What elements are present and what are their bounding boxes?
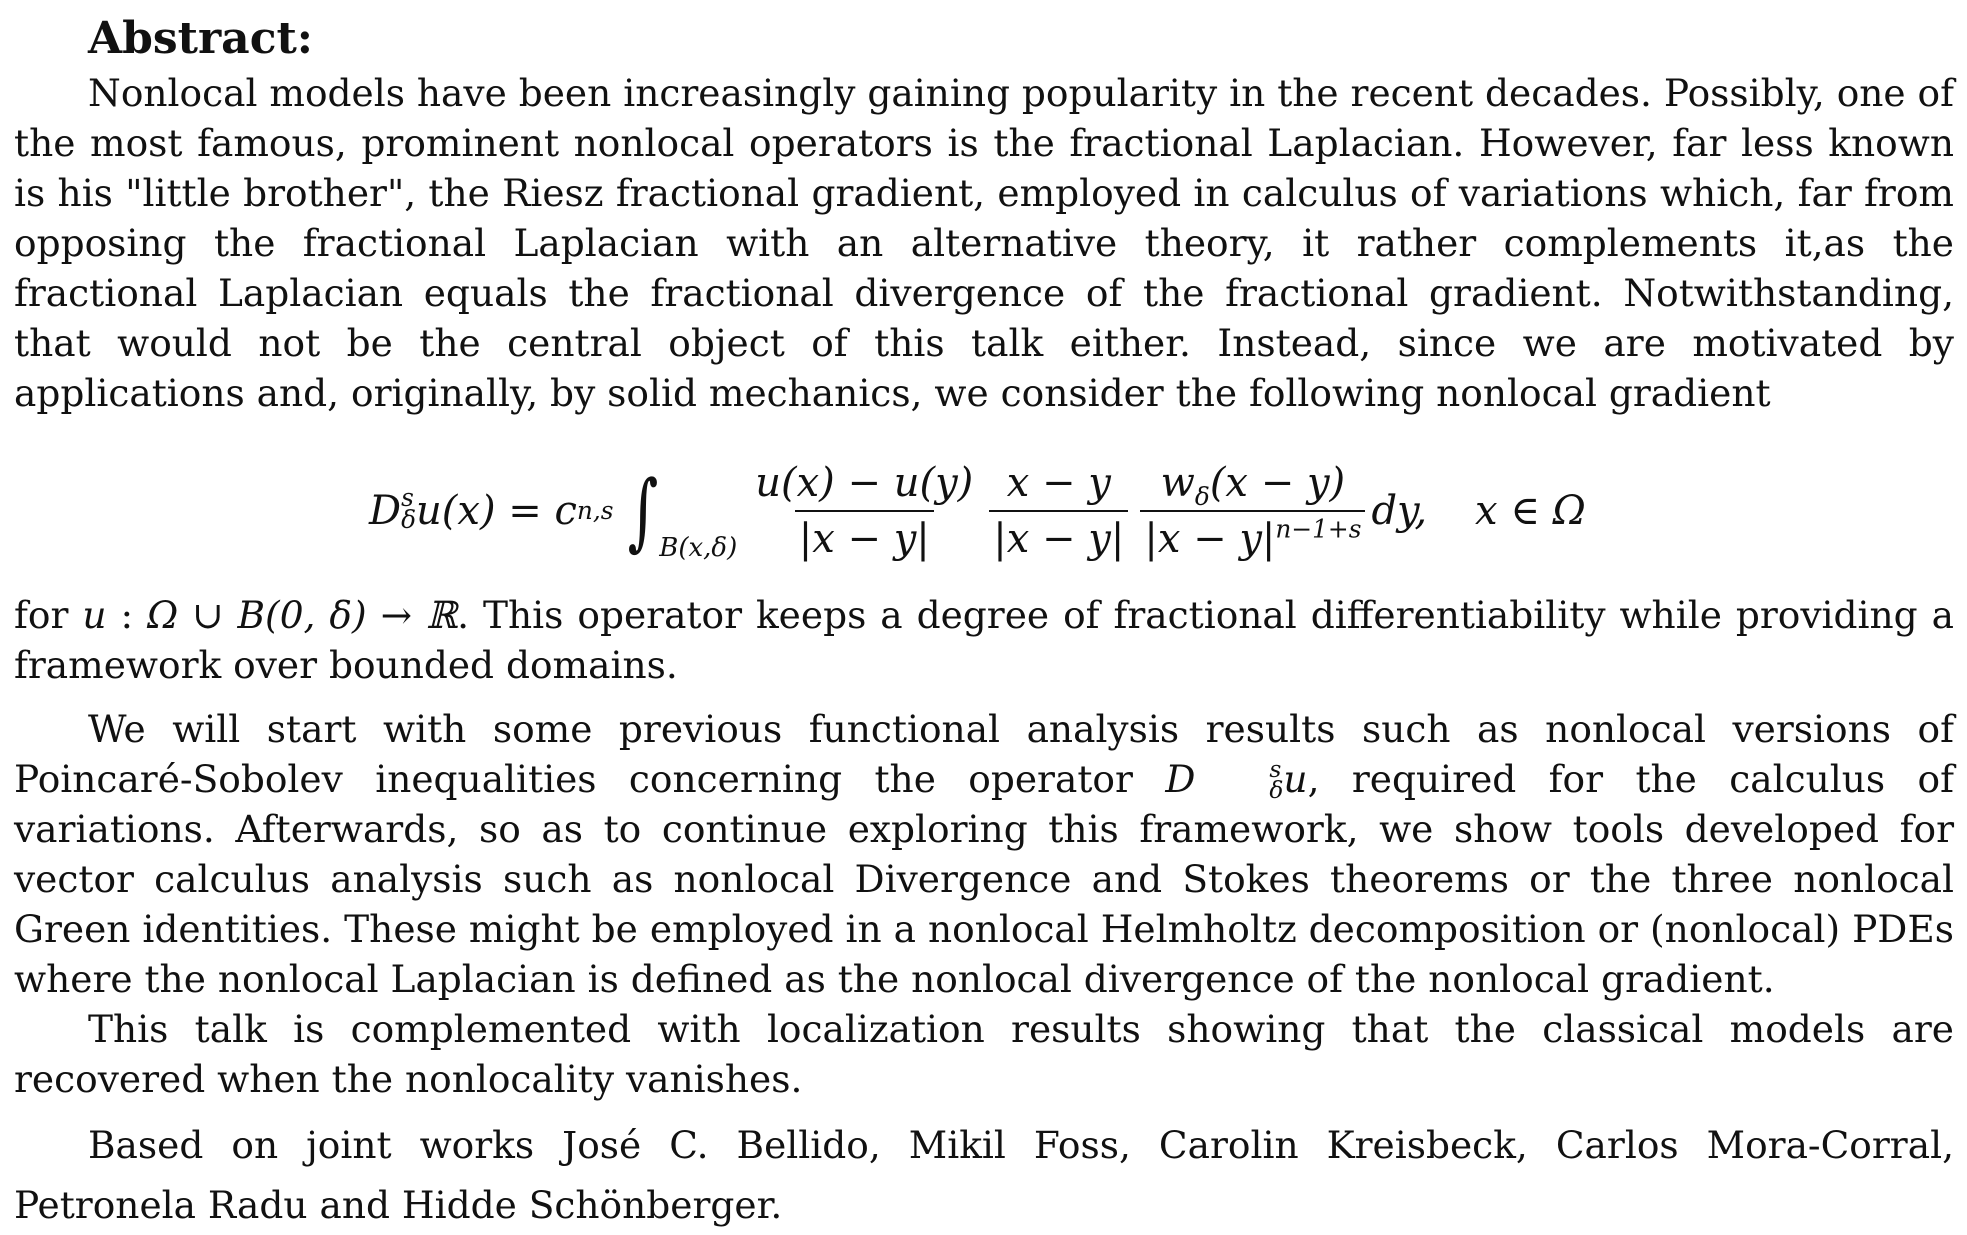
abstract-page bbox=[14, 0, 1954, 1233]
p3-operator-sup: s bbox=[1269, 756, 1282, 784]
abstract-paragraph-localization: This talk is complemented with localization results showing that the classical models are recovered when the nonlocality vanishes. bbox=[14, 1007, 1954, 1101]
p3-operator-D: D bbox=[1165, 757, 1196, 801]
integral-symbol: ∫ bbox=[628, 461, 659, 560]
eq-integral bbox=[621, 461, 738, 563]
p3-operator-sub: δ bbox=[1269, 777, 1284, 805]
eq-operator-sup: s bbox=[401, 482, 414, 512]
abstract-paragraph-operator bbox=[14, 590, 1954, 690]
eq-kernel-arg: (x − y) bbox=[1209, 459, 1346, 506]
eq-frac3-numerator bbox=[1157, 460, 1350, 510]
eq-fraction-kernel bbox=[1140, 460, 1365, 562]
eq-frac3-denominator bbox=[1140, 510, 1365, 562]
eq-domain-condition: x ∈ Ω bbox=[1475, 487, 1586, 534]
eq-operator-sub: δ bbox=[401, 505, 417, 535]
p2-mapping: Ω ∪ B(0, δ) → ℝ bbox=[147, 593, 458, 637]
abstract-heading: Abstract: bbox=[88, 13, 314, 64]
abstract-paragraph-results bbox=[14, 704, 1954, 1004]
p2-variable: u bbox=[82, 593, 107, 637]
eq-kernel-w: w bbox=[1160, 459, 1195, 506]
eq-equals: = bbox=[508, 487, 542, 534]
eq-fraction-direction bbox=[989, 460, 1128, 562]
eq-differential: dy, bbox=[1371, 487, 1428, 534]
eq-frac2-denominator: |x − y| bbox=[989, 510, 1128, 562]
eq-kernel-w-sub: δ bbox=[1194, 481, 1210, 511]
eq-frac1-denominator: |x − y| bbox=[795, 510, 934, 562]
eq-frac1-numerator: u(x) − u(y) bbox=[755, 459, 974, 506]
p3-operator-u: u bbox=[1283, 757, 1308, 801]
eq-constant: c bbox=[554, 487, 577, 534]
eq-frac2-numerator: x − y bbox=[1006, 459, 1111, 506]
abstract-paragraph-intro: Nonlocal models have been increasingly gaining popularity in the recent decades. Possibly, one of the most famous, prominent nonlocal operators is the fractional Laplacian. However, far less known is his "little brother", the Riesz fractional gradient, employed in calculus of variations which, far from opposing the fractional Laplacian with an alternative theory, it rather complements it,as the fractional Laplacian equals the fractional divergence of the fractional gradient. Notwithstanding, that would not be the central object of this talk either. Instead, since we are motivated by applications and, originally, by solid mechanics, we consider the following nonlocal gradient bbox=[14, 71, 1954, 415]
p3-after: , required for the calculus of variations. Afterwards, so as to continue exploring this framework, we show tools developed for vector calculus analysis such as nonlocal Divergence and Stokes theorems or the three nonlocal Green identities. These might be employed in a nonlocal Helmholtz decomposition or (nonlocal) PDEs where the nonlocal Laplacian is defined as the nonlocal divergence of the nonlocal gradient. bbox=[14, 757, 1954, 1001]
nonlocal-gradient-equation: D s δ u(x) = c n,s ∫ B(x,δ) $\frac{u(x) - u(y)}{|x - y|}$ $\frac{x - y}{|x - y|}$ $\frac{w_\delta(x - y)}{|x - y|^{n-1+s}}$ dy, x ∈ Ω bbox=[369, 459, 1586, 563]
p3-operator-scripts bbox=[1195, 756, 1284, 805]
eq-fraction-difference bbox=[751, 460, 977, 562]
p2-for: for bbox=[14, 593, 69, 637]
abstract-paragraph-coauthors: Based on joint works José C. Bellido, Mikil Foss, Carolin Kreisbeck, Carlos Mora-Corral, Petronela Radu and Hidde Schönberger. bbox=[14, 1123, 1954, 1227]
eq-kernel-den-base: |x − y| bbox=[1144, 515, 1276, 562]
eq-kernel-den-exponent: n−1+s bbox=[1275, 514, 1362, 544]
eq-lhs-argument: u(x) bbox=[416, 487, 496, 534]
eq-operator-D: D bbox=[369, 487, 402, 534]
p2-rest: . This operator keeps a degree of fractional differentiability while providing a framework over bounded domains. bbox=[14, 593, 1955, 687]
p3-before: We will start with some previous functional analysis results such as nonlocal versions of Poincaré-Sobolev inequalities concerning the operator bbox=[14, 707, 1954, 801]
integral-domain: B(x,δ) bbox=[659, 532, 738, 563]
p2-colon: : bbox=[106, 593, 148, 637]
eq-operator-scripts bbox=[401, 482, 417, 535]
